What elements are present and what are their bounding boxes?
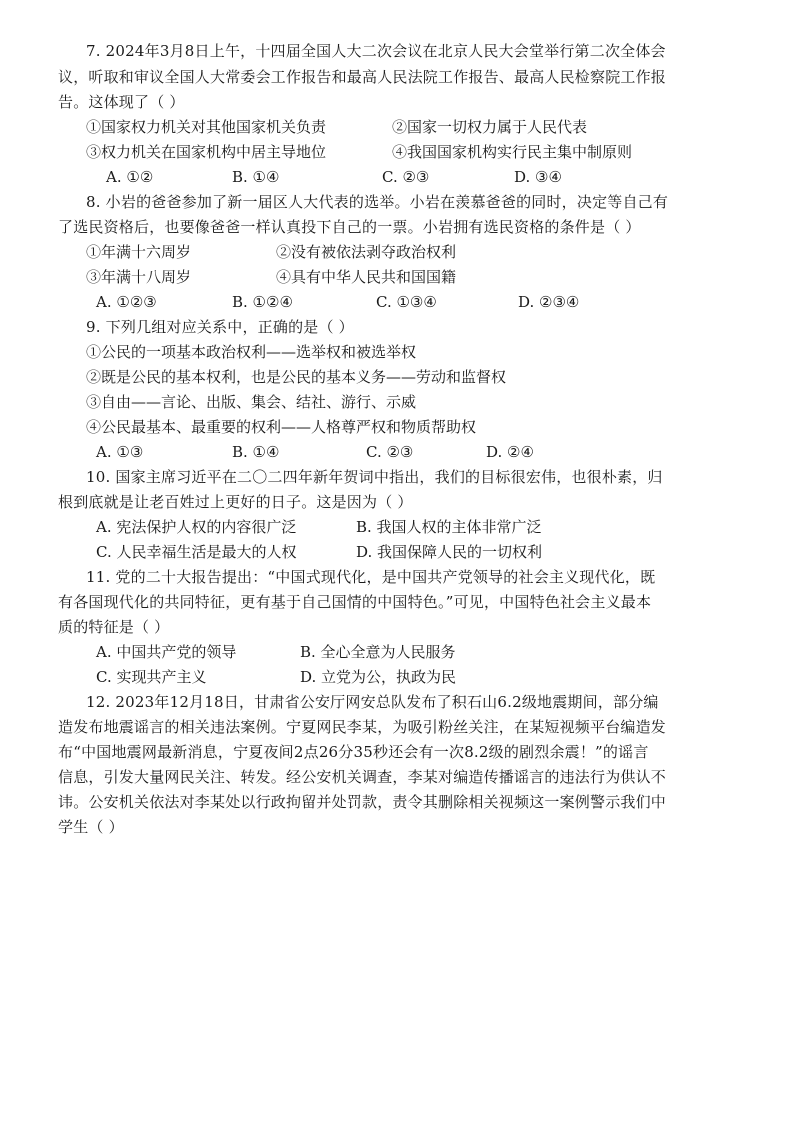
q9-choice-b: B. ①④ [232,443,280,461]
q11-choice-d: D. 立党为公，执政为民 [300,668,457,686]
q12-stem-line: 造发布地震谣言的相关违法案例。宁夏网民李某，为吸引粉丝关注，在某短视频平台编造发 [58,718,667,736]
q11-choice-b: B. 全心全意为人民服务 [300,643,456,661]
q8-stem-line: 了选民资格后，也要像爸爸一样认真投下自己的一票。小岩拥有选民资格的条件是（ ） [58,218,641,236]
q9-item: ②既是公民的基本权利，也是公民的基本义务——劳动和监督权 [86,368,507,386]
q11-choice-a: A. 中国共产党的领导 [96,643,237,661]
q7-stem-line: 7. 2024年3月8日上午，十四届全国人大二次会议在北京人民大会堂举行第二次全体会 [86,42,666,60]
q7-choice-a: A. ①② [106,168,154,186]
q7-item: ④我国国家机构实行民主集中制原则 [392,143,633,161]
q12-stem-line: 信息，引发大量网民关注、转发。经公安机关调查，李某对编造传播谣言的违法行为供认不 [58,768,667,786]
q9-stem-line: 9. 下列几组对应关系中，正确的是（ ） [86,318,354,336]
q8-item: ④具有中华人民共和国国籍 [276,268,457,286]
q7-choice-d: D. ③④ [514,168,562,186]
q9-item: ③自由——言论、出版、集会、结社、游行、示威 [86,393,417,411]
q11-stem-line: 有各国现代化的共同特征，更有基于自己国情的中国特色。”可见，中国特色社会主义最本 [58,593,652,611]
q8-item: ②没有被依法剥夺政治权利 [276,243,457,261]
q10-choice-b: B. 我国人权的主体非常广泛 [356,518,542,536]
q8-choice-a: A. ①②③ [96,293,157,311]
q9-choice-a: A. ①③ [96,443,144,461]
q11-stem-line: 11. 党的二十大报告提出：“中国式现代化，是中国共产党领导的社会主义现代化，既 [86,568,656,586]
q9-choice-d: D. ②④ [486,443,534,461]
q10-stem-line: 根到底就是让老百姓过上更好的日子。这是因为（ ） [58,493,413,511]
q7-item: ③权力机关在国家机构中居主导地位 [86,143,327,161]
q8-choice-d: D. ②③④ [518,293,580,311]
q10-choice-a: A. 宪法保护人权的内容很广泛 [96,518,297,536]
q12-stem-line: 讳。公安机关依法对李某处以行政拘留并处罚款，责令其删除相关视频这一案例警示我们中 [58,793,667,811]
q10-choice-d: D. 我国保障人民的一切权利 [356,543,543,561]
q8-choice-b: B. ①②④ [232,293,293,311]
q7-stem-line: 告。这体现了（ ） [58,93,185,111]
q11-choice-c: C. 实现共产主义 [96,668,207,686]
q7-item: ①国家权力机关对其他国家机关负责 [86,118,327,136]
q12-stem-line: 12. 2023年12月18日，甘肃省公安厅网安总队发布了积石山6.2级地震期间，部分编 [86,693,659,711]
q12-stem-line: 学生（ ） [58,818,124,836]
q11-stem-line: 质的特征是（ ） [58,618,170,636]
q9-choice-c: C. ②③ [366,443,414,461]
q7-stem-line: 议，听取和审议全国人大常委会工作报告和最高人民法院工作报告、最高人民检察院工作报 [58,68,667,86]
q8-item: ①年满十六周岁 [86,243,192,261]
q8-item: ③年满十八周岁 [86,268,192,286]
q12-stem-line: 布“中国地震网最新消息，宁夏夜间2点26分35秒还会有一次8.2级的剧烈余震！”的谣言 [58,743,649,761]
q9-item: ④公民最基本、最重要的权利——人格尊严权和物质帮助权 [86,418,477,436]
q9-item: ①公民的一项基本政治权利——选举权和被选举权 [86,343,417,361]
q10-stem-line: 10. 国家主席习近平在二〇二四年新年贺词中指出，我们的目标很宏伟，也很朴素，归 [86,468,663,486]
q8-stem-line: 8. 小岩的爸爸参加了新一届区人大代表的选举。小岩在羡慕爸爸的同时，决定等自己有 [86,193,669,211]
q7-choice-b: B. ①④ [232,168,280,186]
q8-choice-c: C. ①③④ [376,293,437,311]
q7-choice-c: C. ②③ [382,168,430,186]
q7-item: ②国家一切权力属于人民代表 [392,118,588,136]
q10-choice-c: C. 人民幸福生活是最大的人权 [96,543,297,561]
